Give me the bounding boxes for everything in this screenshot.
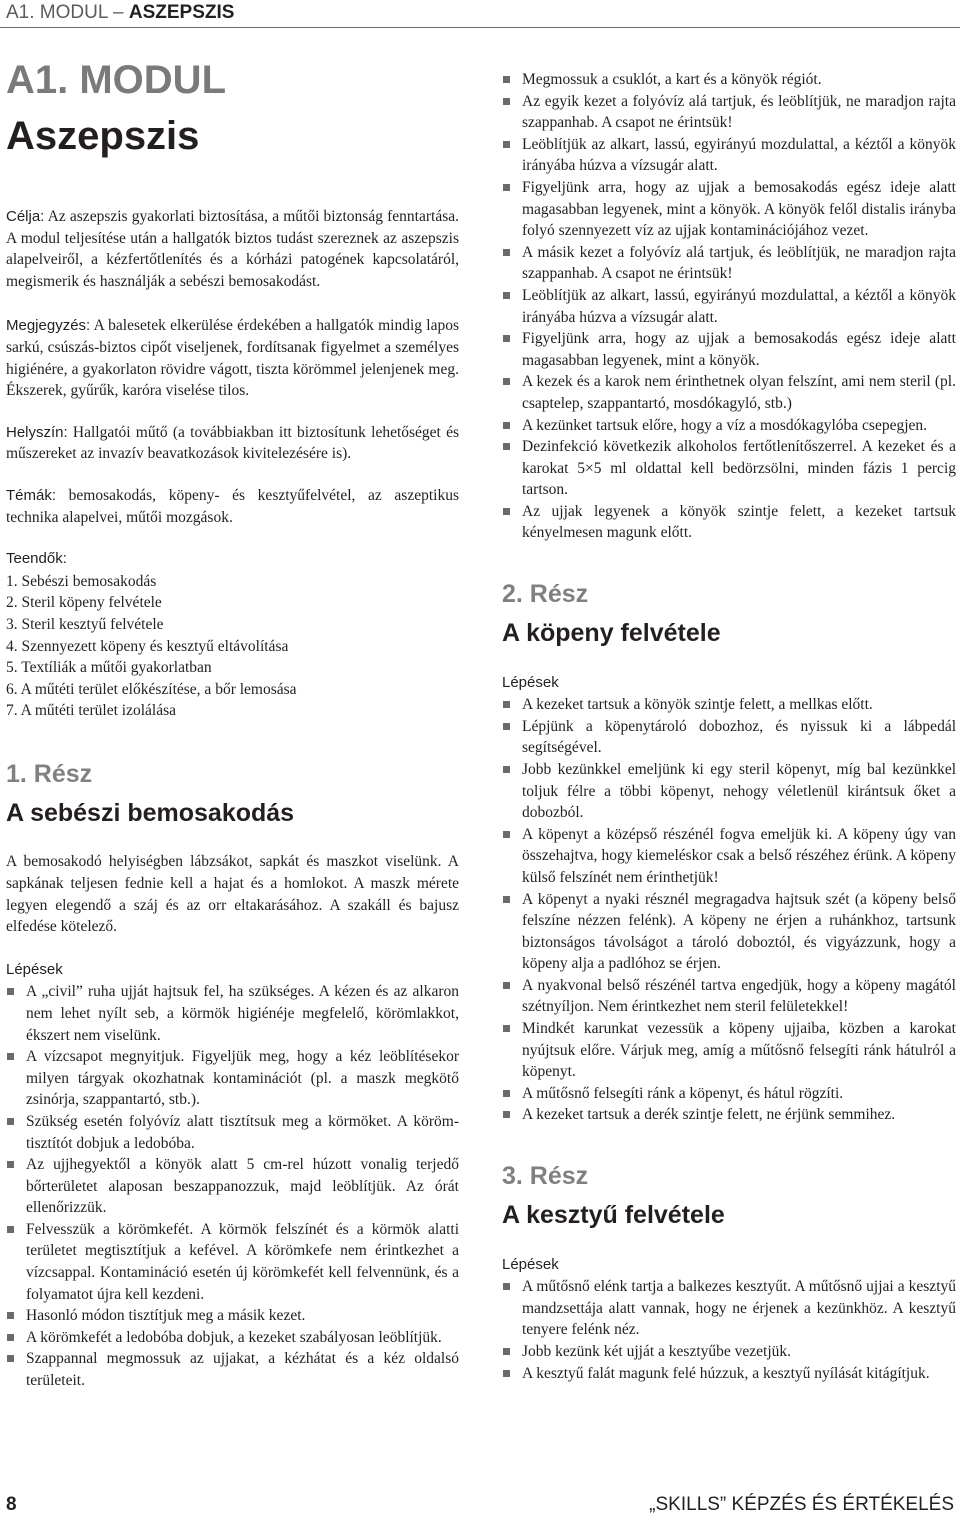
step-item: Leöblítjük az alkart, lassú, egyirányú mozdulattal, a kéztől a könyök irányába húzva a vízsugár alatt. (502, 285, 956, 328)
footer-title: „SKILLS” KÉPZÉS ÉS ÉRTÉKELÉS (649, 1494, 954, 1515)
task-item: 2. Steril köpeny felvétele (6, 594, 162, 612)
running-header-prefix: A1. MODUL – (6, 2, 129, 23)
step-item: A nyakvonal belső részénél tartva engedjük, hogy a köpeny magától szétnyíljon. Nem érintkezhet nem steril felületekkel! (502, 975, 956, 1018)
topics-text: bemosakodás, köpeny- és kesztyűfelvétel, az aszeptikus technika alapelvei, műtői mozgások. (6, 486, 459, 526)
part3-title: A kesztyű felvétele (502, 1200, 725, 1229)
step-item: Felvesszük a körömkefét. A körmök felszínét és a körmök alatti területet megtisztítjuk a kefével. A körömkefe nem érintkezhet a vízcsappal. Kontamináció esetén új körömkefét kell felvennünk, és a folyamatot újra kell kezdeni. (6, 1219, 459, 1305)
part2-number: 2. Rész (502, 580, 589, 609)
part3-number: 3. Rész (502, 1162, 589, 1191)
running-header (0, 0, 960, 30)
step-item: A kesztyű falát magunk felé húzzuk, a kesztyű nyílását kitágítjuk. (502, 1363, 956, 1385)
tasks-label: Teendők: (6, 550, 67, 568)
place-text: Hallgatói műtő (a továbbiakban itt biztosítunk lehetőséget és műszereket az invazív beavatkozások kivitelezésére is). (6, 423, 459, 463)
step-item: A kezek és a karok nem érinthetnek olyan felszínt, ami nem steril (pl. csaptelep, szappantartó, mosdókagyló, stb.) (502, 371, 956, 414)
tasks-list (6, 571, 459, 722)
step-item: Dezinfekció következik alkoholos fertőtlenítőszerrel. A kezeket és a karokat 5×5 ml oldattal kell bedörzsölni, minden fázis 1 percig tartson. (502, 436, 956, 501)
part2-steps (502, 672, 956, 1126)
topics-paragraph (6, 485, 459, 528)
part1-title: A sebészi bemosakodás (6, 798, 295, 827)
part3-steps-list (502, 1276, 956, 1384)
module-subtitle: Aszepszis (6, 114, 200, 158)
module-title: A1. MODUL (6, 58, 226, 102)
step-item: Szükség esetén folyóvíz alatt tisztítsuk meg a körmöket. A körömtisztítót dobjuk a ledobóba. (6, 1111, 459, 1154)
goal-paragraph (6, 206, 459, 292)
task-item: 3. Steril kesztyű felvétele (6, 615, 164, 633)
step-item: Az egyik kezet a folyóvíz alá tartjuk, és leöblítjük, ne maradjon rajta szappanhab. A csapot ne érintsük! (502, 91, 956, 134)
goal-label: Célja: (6, 208, 45, 225)
step-item: A „civil” ruha ujját hajtsuk fel, ha szükséges. A kézen és az alkaron nem lehet nyílt seb, a körmök higiénéje megfelelő, körömlakkot, ékszert nem viselünk. (6, 981, 459, 1046)
part1-number: 1. Rész (6, 759, 93, 788)
page-number: 8 (6, 1494, 17, 1515)
running-header-bold: ASZEPSZIS (128, 2, 235, 23)
part3-steps (502, 1254, 956, 1385)
task-item: 4. Szennyezett köpeny és kesztyű eltávolítása (6, 637, 289, 655)
place-paragraph (6, 422, 459, 465)
task-item: 1. Sebészi bemosakodás (6, 572, 157, 590)
step-item: A kezeket tartsuk a könyök szintje felett, a mellkas előtt. (502, 694, 956, 716)
step-item: Figyeljünk arra, hogy az ujjak a bemosakodás egész ideje alatt magasabban legyenek, mint a könyök. (502, 328, 956, 371)
note-label: Megjegyzés: (6, 317, 91, 335)
part1-steps-continued (502, 69, 956, 544)
step-item: Az ujjhegyektől a könyök alatt 5 cm-rel húzott vonalig terjedő bőrterületet alaposan beszappanozzuk, majd leöblítjük. Az órát ellenőrizzük. (6, 1154, 459, 1219)
step-item: A műtősnő felsegíti ránk a köpenyt, és hátul rögzíti. (502, 1083, 956, 1105)
part1-steps (6, 959, 459, 1392)
task-item: 7. A műtéti terület izolálása (6, 702, 177, 720)
step-item: A vízcsapot megnyitjuk. Figyeljük meg, hogy a kéz leöblítésekor milyen tárgyak okozhatnak kontaminációt (pl. a maszk megkötő zsinórja, szappantartó, stb.). (6, 1046, 459, 1111)
step-item: Az ujjak legyenek a könyök szintje felett, a kezeket tartsuk kényelmesen magunk előtt. (502, 501, 956, 544)
part2-title: A köpeny felvétele (502, 618, 721, 647)
step-item: Lépjünk a köpenytároló dobozhoz, és nyissuk ki a lábpedál segítségével. (502, 716, 956, 759)
step-item: A köpenyt a középső részénél fogva emeljük ki. A köpeny úgy van összehajtva, hogy kiemeléskor csak a belső részéhez érünk. A köpeny külső felszínét nem érinthetjük! (502, 824, 956, 889)
step-item: Szappannal megmossuk az ujjakat, a kézhátat és a kéz oldalsó területeit. (6, 1348, 459, 1391)
tasks-block (6, 548, 459, 722)
part2-steps-list (502, 694, 956, 1126)
step-item: Megmossuk a csuklót, a kart és a könyök régiót. (502, 69, 956, 91)
part1-intro: A bemosakodó helyiségben lábzsákot, sapkát és maszkot viselünk. A sapkának teljesen fednie kell a hajat és a homlokot. A maszk mérete legyen elegendő a száj és az orr eltakarásához. A szakáll és bajusz elfedése kötelező. (6, 853, 459, 936)
step-item: Leöblítjük az alkart, lassú, egyirányú mozdulattal, a kéztől a könyök irányába húzva a vízsugár alatt. (502, 134, 956, 177)
step-item: A körömkefét a ledobóba dobjuk, a kezeket szabályosan leöblítjük. (6, 1327, 459, 1349)
header-rule (0, 27, 960, 28)
step-item: A kezeket tartsuk a derék szintje felett, ne érjünk semmihez. (502, 1104, 956, 1126)
part1-steps-list (6, 981, 459, 1391)
step-item: Jobb kezünk két ujját a kesztyűbe vezetjük. (502, 1341, 956, 1363)
step-item: A műtősnő elénk tartja a balkezes kesztyűt. A műtősnő ujjai a kesztyű mandzsettája alatt vannak, hogy ne érjenek a kezünkhöz. A kesztyű tenyere felénk néz. (502, 1276, 956, 1341)
running-header-text (6, 2, 234, 24)
right-column (502, 69, 956, 1384)
task-item: 5. Textíliák a műtői gyakorlatban (6, 659, 212, 677)
note-paragraph (6, 315, 459, 401)
part2-steps-label: Lépések (502, 673, 559, 691)
step-item: A másik kezet a folyóvíz alá tartjuk, és leöblítjük, ne maradjon rajta szappanhab. A csapot ne érintsük! (502, 242, 956, 285)
left-column (6, 58, 459, 1392)
place-label: Helyszín: (6, 423, 68, 441)
step-item: Figyeljünk arra, hogy az ujjak a bemosakodás egész ideje alatt magasabban legyenek, mint a könyök. A könyök felől distalis irányba folyó szennyezett víz az ujjak kontaminációjához vezet. (502, 177, 956, 242)
note-text: A balesetek elkerülése érdekében a hallgatók mindig lapos sarkú, csúszás-biztos cipőt viseljenek, fordítsanak figyelmet a személyes higiénére, a gyakorlaton rövidre vágott, tiszta körömmel jelenjenek meg. Ékszerek, gyűrűk, karóra viselése tilos. (6, 317, 459, 400)
step-item: Jobb kezünkkel emeljünk ki egy steril köpenyt, míg bal kezünkkel toljuk félre a többi köpenyt, nehogy véletlenül kirántsuk őket a dobozból. (502, 759, 956, 824)
step-item: Mindkét karunkat vezessük a köpeny ujjaiba, közben a karokat nyújtsuk előre. Várjuk meg, amíg a műtősnő felsegíti ránk hátulról a köpenyt. (502, 1018, 956, 1083)
task-item: 6. A műtéti terület előkészítése, a bőr lemosása (6, 680, 297, 698)
topics-label: Témák: (6, 486, 57, 504)
step-item: A kezünket tartsuk előre, hogy a víz a mosdókagylóba csepegjen. (502, 415, 956, 437)
part1-steps-label: Lépések (6, 960, 63, 978)
step-item: Hasonló módon tisztítjuk meg a másik kezet. (6, 1305, 459, 1327)
part3-steps-label: Lépések (502, 1255, 559, 1273)
goal-text: Az aszepszis gyakorlati biztosítása, a műtői biztonság fenntartása. A modul teljesítése után a hallgatók biztos tudást szereznek az aszepszis alapelveiről, a kézfertőtlenítés és a kórházi patogének kapcsolatáról, megismerik és használják a sebészi bemosakodást. (6, 208, 459, 290)
step-item: A köpenyt a nyaki résznél megragadva hajtsuk szét (a köpeny belső felszíne nézzen felénk). A köpeny ne érjen a ruhánkhoz, tartsunk biztonságos távolságot a tároló doboztól, és vigyázzunk, hogy a köpeny alja a padlóhoz se érjen. (502, 889, 956, 975)
